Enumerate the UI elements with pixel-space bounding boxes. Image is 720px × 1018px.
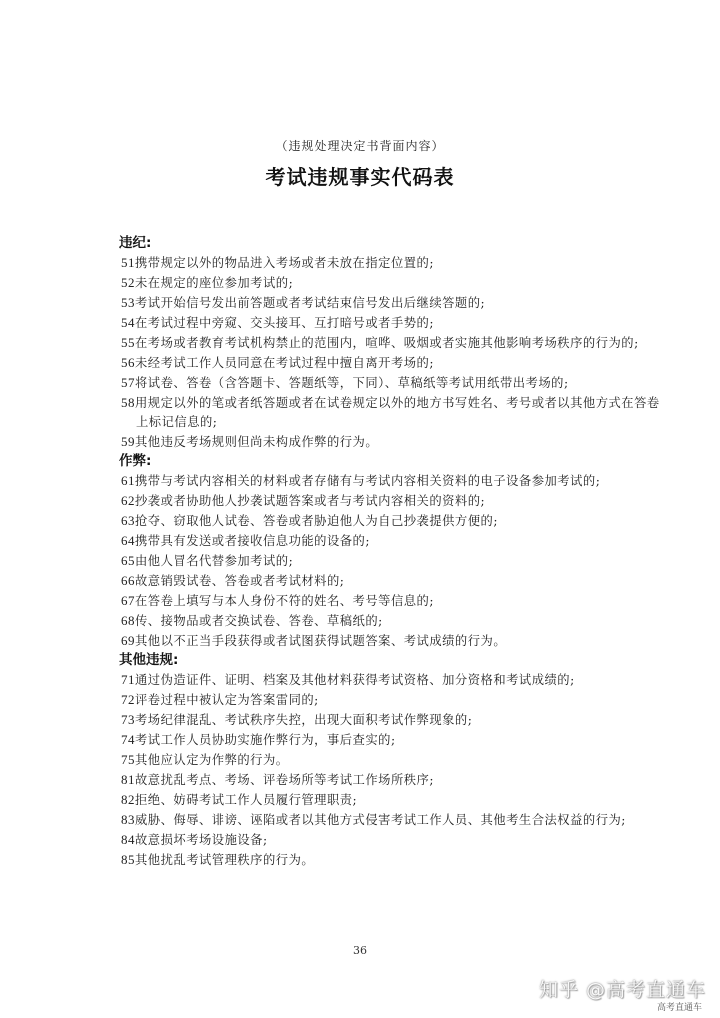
item-text: 考试开始信号发出前答题或者考试结束信号发出后继续答题的; — [135, 296, 486, 310]
item-code: 54 — [121, 315, 135, 330]
item-text: 通过伪造证件、证明、档案及其他材料获得考试资格、加分资格和考试成绩的; — [135, 673, 575, 687]
item-code: 51 — [121, 255, 135, 270]
document-subtitle: （违规处理决定书背面内容） — [275, 139, 445, 153]
list-item — [119, 770, 664, 790]
list-item — [119, 850, 664, 870]
list-item — [119, 373, 664, 393]
list-item — [119, 750, 664, 770]
item-code: 63 — [121, 513, 135, 528]
item-text: 用规定以外的笔或者纸答题或者在试卷规定以外的地方书写姓名、考号或者以其他方式在答卷上标记信息的; — [135, 396, 660, 429]
list-item — [119, 253, 664, 273]
list-item — [119, 393, 664, 432]
item-text: 由他人冒名代替参加考试的; — [135, 554, 294, 568]
item-code: 84 — [121, 832, 135, 847]
item-code: 65 — [121, 553, 135, 568]
section-heading: 违纪: — [119, 235, 152, 251]
list-item — [119, 313, 664, 333]
item-code: 85 — [121, 852, 135, 867]
item-text: 抢夺、窃取他人试卷、答卷或者胁迫他人为自己抄袭提供方便的; — [135, 514, 498, 528]
item-code: 67 — [121, 593, 135, 608]
item-text: 考场纪律混乱、考试秩序失控，出现大面积考试作弊现象的; — [135, 713, 473, 727]
item-code: 73 — [121, 712, 135, 727]
watermark-small: 高考直通车 — [656, 1003, 702, 1013]
list-item — [119, 830, 664, 850]
violation-code-list — [119, 234, 664, 870]
watermark: 知乎 @高考直通车 — [538, 979, 706, 1001]
list-item — [119, 531, 664, 551]
item-code: 58 — [121, 395, 135, 410]
section-cheating — [119, 452, 664, 651]
item-text: 其他扰乱考试管理秩序的行为。 — [135, 853, 315, 867]
list-item — [119, 810, 664, 830]
section-heading: 其他违规: — [119, 652, 179, 668]
item-text: 评卷过程中被认定为答案雷同的; — [135, 693, 319, 707]
item-text: 故意损坏考场设施设备; — [135, 833, 268, 847]
list-item — [119, 353, 664, 373]
section-discipline — [119, 234, 664, 452]
item-text: 其他应认定为作弊的行为。 — [135, 753, 289, 767]
list-item — [119, 631, 664, 651]
list-item — [119, 571, 664, 591]
item-text: 未在规定的座位参加考试的; — [135, 276, 294, 290]
item-text: 携带与考试内容相关的材料或者存储有与考试内容相关资料的电子设备参加考试的; — [135, 474, 601, 488]
item-code: 62 — [121, 493, 135, 508]
item-code: 82 — [121, 792, 135, 807]
item-code: 59 — [121, 434, 135, 449]
list-item — [119, 471, 664, 491]
item-code: 57 — [121, 375, 135, 390]
item-text: 携带具有发送或者接收信息功能的设备的; — [135, 534, 370, 548]
item-text: 在考试过程中旁窥、交头接耳、互打暗号或者手势的; — [135, 316, 434, 330]
list-item — [119, 293, 664, 313]
list-item — [119, 511, 664, 531]
item-code: 83 — [121, 812, 135, 827]
list-item — [119, 491, 664, 511]
list-item — [119, 591, 664, 611]
item-code: 53 — [121, 295, 135, 310]
document-title: 考试违规事实代码表 — [265, 165, 455, 189]
item-text: 考试工作人员协助实施作弊行为，事后查实的; — [135, 733, 396, 747]
item-text: 传、接物品或者交换试卷、答卷、草稿纸的; — [135, 614, 383, 628]
item-text: 其他违反考场规则但尚未构成作弊的行为。 — [135, 435, 379, 449]
item-text: 故意销毁试卷、答卷或者考试材料的; — [135, 574, 345, 588]
item-code: 56 — [121, 355, 135, 370]
item-code: 81 — [121, 772, 135, 787]
list-item — [119, 273, 664, 293]
item-code: 55 — [121, 335, 135, 350]
item-code: 64 — [121, 533, 135, 548]
item-code: 72 — [121, 692, 135, 707]
item-text: 故意扰乱考点、考场、评卷场所等考试工作场所秩序; — [135, 773, 434, 787]
item-code: 71 — [121, 672, 135, 687]
list-item — [119, 611, 664, 631]
item-text: 在答卷上填写与本人身份不符的姓名、考号等信息的; — [135, 594, 434, 608]
list-item — [119, 333, 664, 353]
item-code: 68 — [121, 613, 135, 628]
list-item — [119, 790, 664, 810]
list-item — [119, 670, 664, 690]
item-text: 抄袭或者协助他人抄袭试题答案或者与考试内容相关的资料的; — [135, 494, 486, 508]
list-item — [119, 551, 664, 571]
item-text: 携带规定以外的物品进入考场或者未放在指定位置的; — [135, 256, 434, 270]
item-text: 拒绝、妨碍考试工作人员履行管理职责; — [135, 793, 358, 807]
list-item — [119, 432, 664, 452]
list-item — [119, 710, 664, 730]
page-number: 36 — [353, 944, 367, 957]
item-text: 其他以不正当手段获得或者试图获得试题答案、考试成绩的行为。 — [135, 634, 507, 648]
item-code: 66 — [121, 573, 135, 588]
section-other-violations — [119, 651, 664, 870]
section-heading: 作弊: — [119, 453, 152, 469]
item-text: 未经考试工作人员同意在考试过程中擅自离开考场的; — [135, 356, 434, 370]
item-code: 75 — [121, 752, 135, 767]
list-item — [119, 690, 664, 710]
item-text: 威胁、侮辱、诽谤、诬陷或者以其他方式侵害考试工作人员、其他考生合法权益的行为; — [135, 813, 626, 827]
list-item — [119, 730, 664, 750]
item-text: 将试卷、答卷（含答题卡、答题纸等，下同）、草稿纸等考试用纸带出考场的; — [135, 376, 569, 390]
item-code: 52 — [121, 275, 135, 290]
item-text: 在考场或者教育考试机构禁止的范围内，喧哗、吸烟或者实施其他影响考场秩序的行为的; — [135, 336, 639, 350]
item-code: 61 — [121, 473, 135, 488]
item-code: 74 — [121, 732, 135, 747]
item-code: 69 — [121, 633, 135, 648]
